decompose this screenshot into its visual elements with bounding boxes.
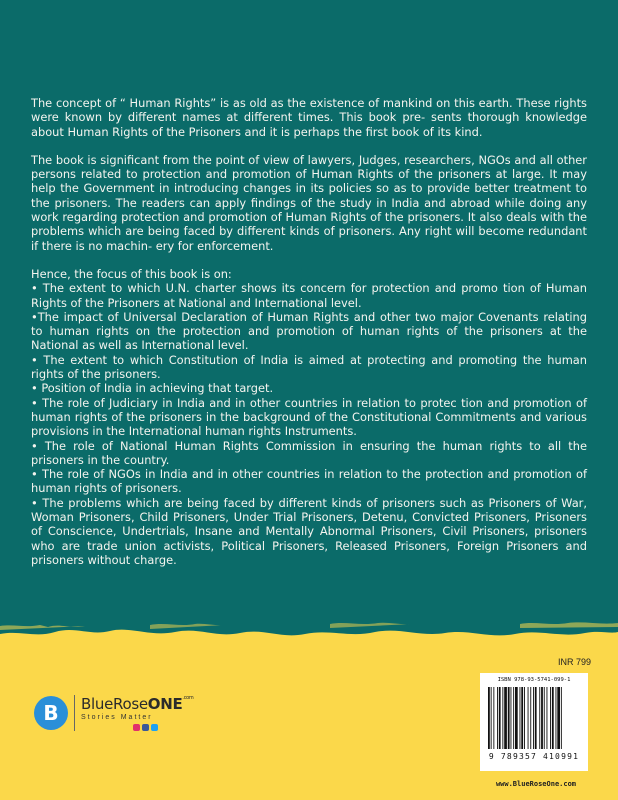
focus-bullet: • The problems which are being faced by different kinds of prisoners such as Prisoners of War, Woman Prisoners, Child Prisoners, Under Trial Prisoners, Detenu, Convicted Prisoners, Prisoners of Conscience, Undertrials, Insane and Mentally Abnormal Prisoners, Civil Prisoners, prisoners who are trade union activists, Political Prisoners, Released Prisoners, Foreign Prisoners and prisoners without charge. <box>31 495 587 567</box>
barcode-bar <box>533 687 534 749</box>
barcode <box>480 673 588 771</box>
barcode-bar <box>520 687 521 749</box>
focus-intro: Hence, the focus of this book is on: <box>31 266 232 281</box>
publisher-name <box>81 695 194 713</box>
publisher-name-suffix: .com <box>182 695 194 701</box>
barcode-bar <box>530 687 531 749</box>
barcode-bar <box>541 687 543 749</box>
barcode-bar <box>544 687 545 749</box>
barcode-bar <box>497 687 498 749</box>
twitter-icon <box>151 724 158 731</box>
barcode-bar <box>557 687 560 749</box>
barcode-bar <box>547 687 548 749</box>
barcode-bar <box>515 687 518 749</box>
barcode-bar <box>499 687 501 749</box>
barcode-bar <box>561 687 562 749</box>
publisher-logo-text <box>74 695 194 731</box>
focus-bullet: • The role of Judiciary in India and in other countries in relation to protec tion and promotion of human rights of the prisoners in the background of the Constitutional Commitments and various provisions in the International human rights Instruments. <box>31 395 587 439</box>
barcode-bar <box>521 687 523 749</box>
barcode-bar <box>491 687 492 749</box>
barcode-bar <box>511 687 512 749</box>
blurb-paragraph-2: The book is significant from the point of view of lawyers, Judges, researchers, NGOs and all other persons related to protection and promotion of Human Rights of the prisoners at large. It may help the Government in introducing changes in its policies so as to provide better treatment to the prisoners. The readers can apply findings of the study in India and abroad while doing any work regarding protection and promotion of Human Rights of the prisoners. It also deals with the problems which are being faced by different kinds of prisoners. Any right will become redundant if there is no machin- ery for enforcement. <box>31 152 587 253</box>
barcode-bar <box>539 687 540 749</box>
focus-bullet: • The role of National Human Rights Commission in ensuring the human rights to all the prisoners in the country. <box>31 438 587 467</box>
barcode-bar <box>535 687 537 749</box>
barcode-bar <box>488 687 490 749</box>
focus-bullet: • The extent to which U.N. charter shows its concern for protection and promo tion of Human Rights of the Prisoners at National and International level. <box>31 281 587 310</box>
focus-bullet: • The extent to which Constitution of India is aimed at protecting and promoting the human rights of the prisoners. <box>31 352 587 382</box>
barcode-digits: 9 789357 410991 <box>488 752 580 761</box>
focus-bullet: •The impact of Universal Declaration of Human Rights and other two major Covenants relating to human rights on the protection and promotion of human rights of the prisoners at the National as well as International level. <box>31 309 587 353</box>
isbn-text: ISBN 978-93-5741-099-1 <box>497 677 571 683</box>
barcode-bar <box>550 687 551 749</box>
publisher-name-bold: ONE <box>147 695 183 713</box>
publisher-name-main: BlueRose <box>81 695 148 713</box>
barcode-bar <box>508 687 510 749</box>
publisher-logo <box>34 695 194 731</box>
barcode-bars <box>488 687 582 749</box>
facebook-icon <box>142 724 149 731</box>
blurb-paragraph-1: The concept of “ Human Rights” is as old as the existence of mankind on this earth. These rights were known by different names at different times. This book pre- sents thorough knowledge about Human Rights of the Prisoners and it is perhaps the first book of its kind. <box>31 96 587 139</box>
barcode-bar <box>493 687 494 749</box>
publisher-tagline: Stories Matter <box>81 714 153 721</box>
website-url: www.BlueRoseOne.com <box>495 780 577 788</box>
instagram-icon <box>133 724 140 731</box>
focus-bullet: • Position of India in achieving that target. <box>31 381 274 396</box>
barcode-bar <box>502 687 503 749</box>
barcode-bar <box>524 687 525 749</box>
barcode-bar <box>504 687 507 749</box>
barcode-bar <box>556 687 557 749</box>
social-icons <box>133 724 194 731</box>
barcode-bar <box>513 687 514 749</box>
price-label: INR 799 <box>558 657 592 667</box>
publisher-logo-mark: B <box>34 696 68 730</box>
barcode-bar <box>552 687 554 749</box>
focus-bullet: • The role of NGOs in India and in other countries in relation to the protection and promotion of human rights of prisoners. <box>31 467 587 496</box>
blurb <box>31 96 587 567</box>
barcode-bar <box>528 687 529 749</box>
